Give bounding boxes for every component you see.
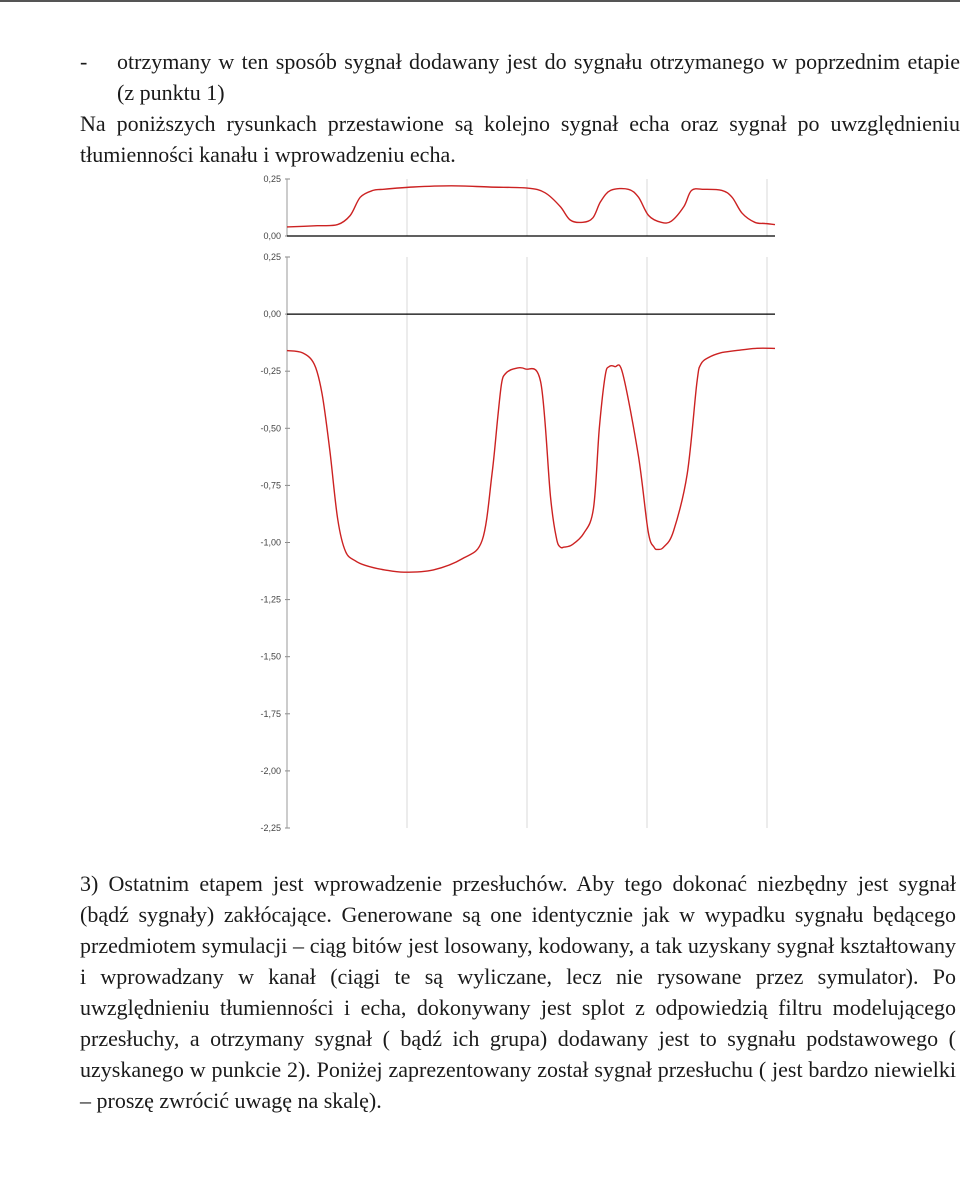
y-tick-label: 0,25 [263,252,281,262]
y-tick-label: -1,75 [260,708,281,719]
series-line-echo [287,186,775,227]
y-tick-label: -0,75 [260,480,281,491]
y-tick-label: 0,00 [263,231,281,241]
y-tick-label: -2,00 [260,765,281,776]
y-tick-label: 0,00 [263,309,281,320]
echo-chart [263,174,775,241]
y-tick-label: 0,25 [263,174,281,184]
section3-paragraph: 3) Ostatnim etapem jest wprowadzenie przesłuchów. Aby tego dokonać niezbędny jest sygnał (bądź sygnały) zakłócające. Generowane są one identycznie jak w wypadku sygnału będącego przedmiotem symulacji – ciąg bitów jest losowany, kodowany, a tak uzyskany sygnał kształtowany i wprowadzany w kanał (ciągi te są wyliczane, lecz nie rysowane przez symulator). Po uwzględnieniu tłumienności i echa, dokonywany jest splot z odpowiedzią filtru modelującego przesłuchy, a otrzymany sygnał ( bądź ich grupa) dodawany jest to sygnału podstawowego ( uzyskanego w punkcie 2). Poniżej zaprezentowany został sygnał przesłuchu ( jest bardzo niewielki – proszę zwrócić uwagę na skalę). [80,871,956,1113]
signal-chart [260,252,775,833]
top-rule [0,0,960,2]
intro-paragraph: Na poniższych rysunkach przestawione są kolejno sygnał echa oraz sygnał po uwzględnieniu tłumienności kanału i wprowadzeniu echa. [80,111,960,167]
y-tick-label: -1,50 [260,651,281,662]
series-line-signal [287,348,775,572]
bullet-text: otrzymany w ten sposób sygnał dodawany jest do sygnału otrzymanego w poprzednim etapie (z punktu 1) [117,49,960,105]
y-tick-label: -1,25 [260,594,281,605]
y-tick-label: -0,50 [260,423,281,434]
y-tick-label: -1,00 [260,537,281,548]
y-tick-label: -0,25 [260,366,281,377]
bullet-marker: - [80,49,88,74]
y-tick-label: -2,25 [260,823,281,833]
